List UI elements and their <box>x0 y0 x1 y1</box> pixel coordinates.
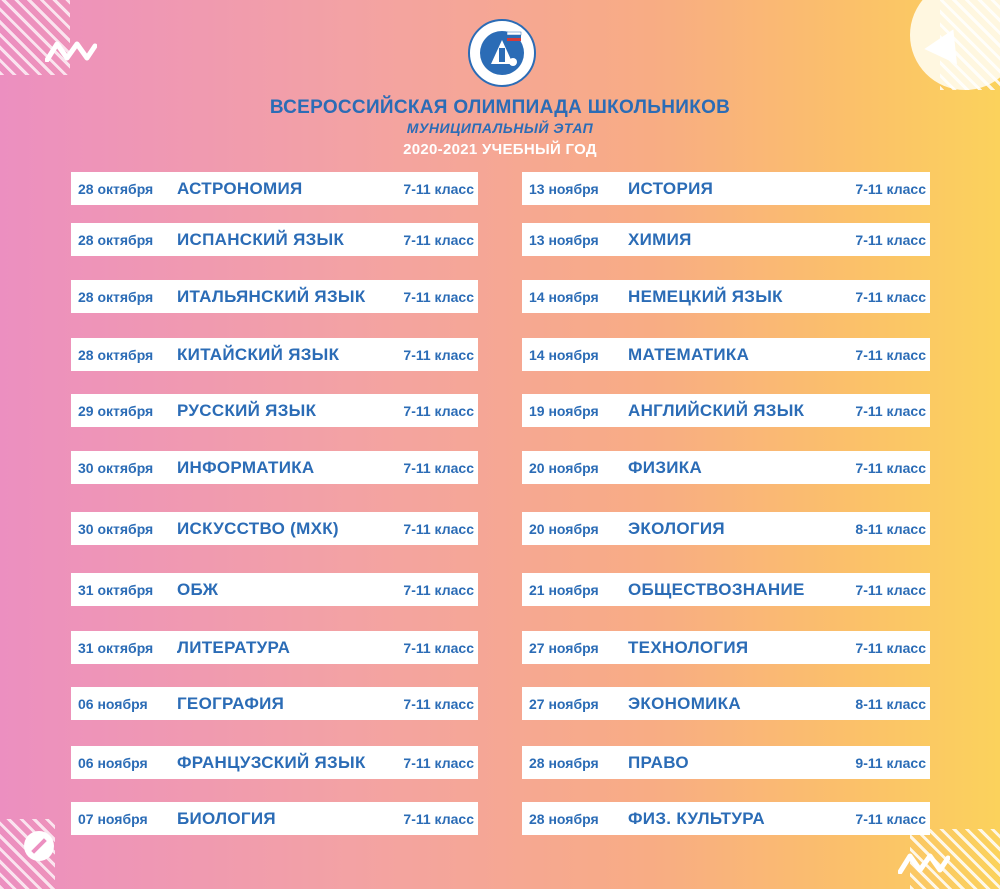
row-subject: РУССКИЙ ЯЗЫК <box>177 401 317 420</box>
row-subject: ИСКУССТВО (МХК) <box>177 519 339 538</box>
row-date: 21 ноября <box>529 582 599 598</box>
row-grade: 7-11 класс <box>855 181 926 197</box>
row-date: 13 ноября <box>529 181 599 197</box>
schedule-row <box>522 802 930 835</box>
row-subject: КИТАЙСКИЙ ЯЗЫК <box>177 345 340 364</box>
schedule-row <box>522 280 930 313</box>
schedule-row <box>522 631 930 664</box>
row-grade: 7-11 класс <box>855 347 926 363</box>
row-subject: ФРАНЦУЗСКИЙ ЯЗЫК <box>177 753 366 772</box>
row-grade: 7-11 класс <box>403 811 474 827</box>
decor-stripes-top-left <box>0 0 70 75</box>
row-subject: ЭКОЛОГИЯ <box>628 519 725 538</box>
schedule-row <box>71 394 478 427</box>
zigzag-icon-bottom <box>898 852 950 874</box>
row-subject: ЭКОНОМИКА <box>628 694 741 713</box>
row-subject: ФИЗ. КУЛЬТУРА <box>628 809 765 828</box>
schedule-row <box>71 802 478 835</box>
row-date: 31 октября <box>78 640 154 656</box>
row-grade: 7-11 класс <box>855 289 926 305</box>
row-subject: ФИЗИКА <box>628 458 703 477</box>
schedule-row <box>522 746 930 779</box>
row-date: 28 ноября <box>529 755 599 771</box>
row-grade: 7-11 класс <box>855 811 926 827</box>
row-subject: АСТРОНОМИЯ <box>177 179 303 198</box>
row-subject: ТЕХНОЛОГИЯ <box>628 638 749 657</box>
page-subtitle: МУНИЦИПАЛЬНЫЙ ЭТАП <box>406 120 594 136</box>
row-grade: 7-11 класс <box>403 696 474 712</box>
schedule-row <box>71 687 478 720</box>
row-subject: БИОЛОГИЯ <box>177 809 276 828</box>
row-subject: ИСТОРИЯ <box>628 179 714 198</box>
schedule-row <box>522 338 930 371</box>
row-grade: 7-11 класс <box>855 403 926 419</box>
schedule-row <box>71 172 478 205</box>
row-subject: ИНФОРМАТИКА <box>177 458 315 477</box>
row-subject: МАТЕМАТИКА <box>628 345 750 364</box>
schedule-row <box>522 573 930 606</box>
row-date: 28 октября <box>78 347 154 363</box>
row-grade: 7-11 класс <box>855 460 926 476</box>
row-date: 13 ноября <box>529 232 599 248</box>
row-subject: ИТАЛЬЯНСКИЙ ЯЗЫК <box>177 287 366 306</box>
row-grade: 7-11 класс <box>403 755 474 771</box>
row-grade: 9-11 класс <box>855 755 926 771</box>
schedule-row <box>522 512 930 545</box>
row-date: 14 ноября <box>529 289 599 305</box>
row-subject: ЛИТЕРАТУРА <box>177 638 291 657</box>
schedule-row <box>522 172 930 205</box>
row-grade: 7-11 класс <box>403 289 474 305</box>
schedule-row <box>71 280 478 313</box>
row-grade: 7-11 класс <box>855 232 926 248</box>
row-date: 06 ноября <box>78 696 148 712</box>
row-grade: 7-11 класс <box>403 232 474 248</box>
schedule-row <box>71 631 478 664</box>
row-date: 30 октября <box>78 521 154 537</box>
row-subject: ОБЩЕСТВОЗНАНИЕ <box>628 580 805 599</box>
row-date: 20 ноября <box>529 460 599 476</box>
schedule-row <box>522 451 930 484</box>
circle-slash-icon <box>24 831 54 861</box>
schedule-row <box>71 573 478 606</box>
row-date: 27 ноября <box>529 696 599 712</box>
zigzag-icon <box>45 40 97 62</box>
row-date: 28 октября <box>78 181 154 197</box>
schedule-row <box>71 338 478 371</box>
row-date: 28 ноября <box>529 811 599 827</box>
row-subject: НЕМЕЦКИЙ ЯЗЫК <box>628 287 783 306</box>
row-date: 28 октября <box>78 232 154 248</box>
row-grade: 7-11 класс <box>403 521 474 537</box>
row-date: 20 ноября <box>529 521 599 537</box>
row-date: 06 ноября <box>78 755 148 771</box>
row-grade: 7-11 класс <box>403 181 474 197</box>
row-date: 28 октября <box>78 289 154 305</box>
row-date: 31 октября <box>78 582 154 598</box>
row-grade: 7-11 класс <box>855 640 926 656</box>
row-grade: 7-11 класс <box>403 403 474 419</box>
row-subject: ОБЖ <box>177 580 219 599</box>
schedule-row <box>71 512 478 545</box>
row-date: 19 ноября <box>529 403 599 419</box>
row-subject: ИСПАНСКИЙ ЯЗЫК <box>177 230 345 249</box>
schedule-row <box>522 687 930 720</box>
schedule-row <box>522 394 930 427</box>
schedule-row <box>71 451 478 484</box>
row-date: 30 октября <box>78 460 154 476</box>
row-subject: АНГЛИЙСКИЙ ЯЗЫК <box>628 401 805 420</box>
row-grade: 7-11 класс <box>403 460 474 476</box>
row-grade: 7-11 класс <box>403 640 474 656</box>
schedule-row <box>522 223 930 256</box>
academic-year: 2020-2021 УЧЕБНЫЙ ГОД <box>403 141 597 158</box>
row-grade: 7-11 класс <box>403 582 474 598</box>
row-date: 14 ноября <box>529 347 599 363</box>
schedule-row <box>71 223 478 256</box>
page-title: ВСЕРОССИЙСКАЯ ОЛИМПИАДА ШКОЛЬНИКОВ <box>269 97 731 118</box>
row-date: 07 ноября <box>78 811 148 827</box>
row-grade: 7-11 класс <box>855 582 926 598</box>
row-date: 27 ноября <box>529 640 599 656</box>
row-grade: 8-11 класс <box>855 696 926 712</box>
row-subject: ПРАВО <box>628 753 689 772</box>
row-grade: 8-11 класс <box>855 521 926 537</box>
row-subject: ХИМИЯ <box>628 230 692 249</box>
row-grade: 7-11 класс <box>403 347 474 363</box>
olympiad-logo-icon <box>467 18 537 88</box>
row-date: 29 октября <box>78 403 154 419</box>
row-subject: ГЕОГРАФИЯ <box>177 694 285 713</box>
schedule-row <box>71 746 478 779</box>
